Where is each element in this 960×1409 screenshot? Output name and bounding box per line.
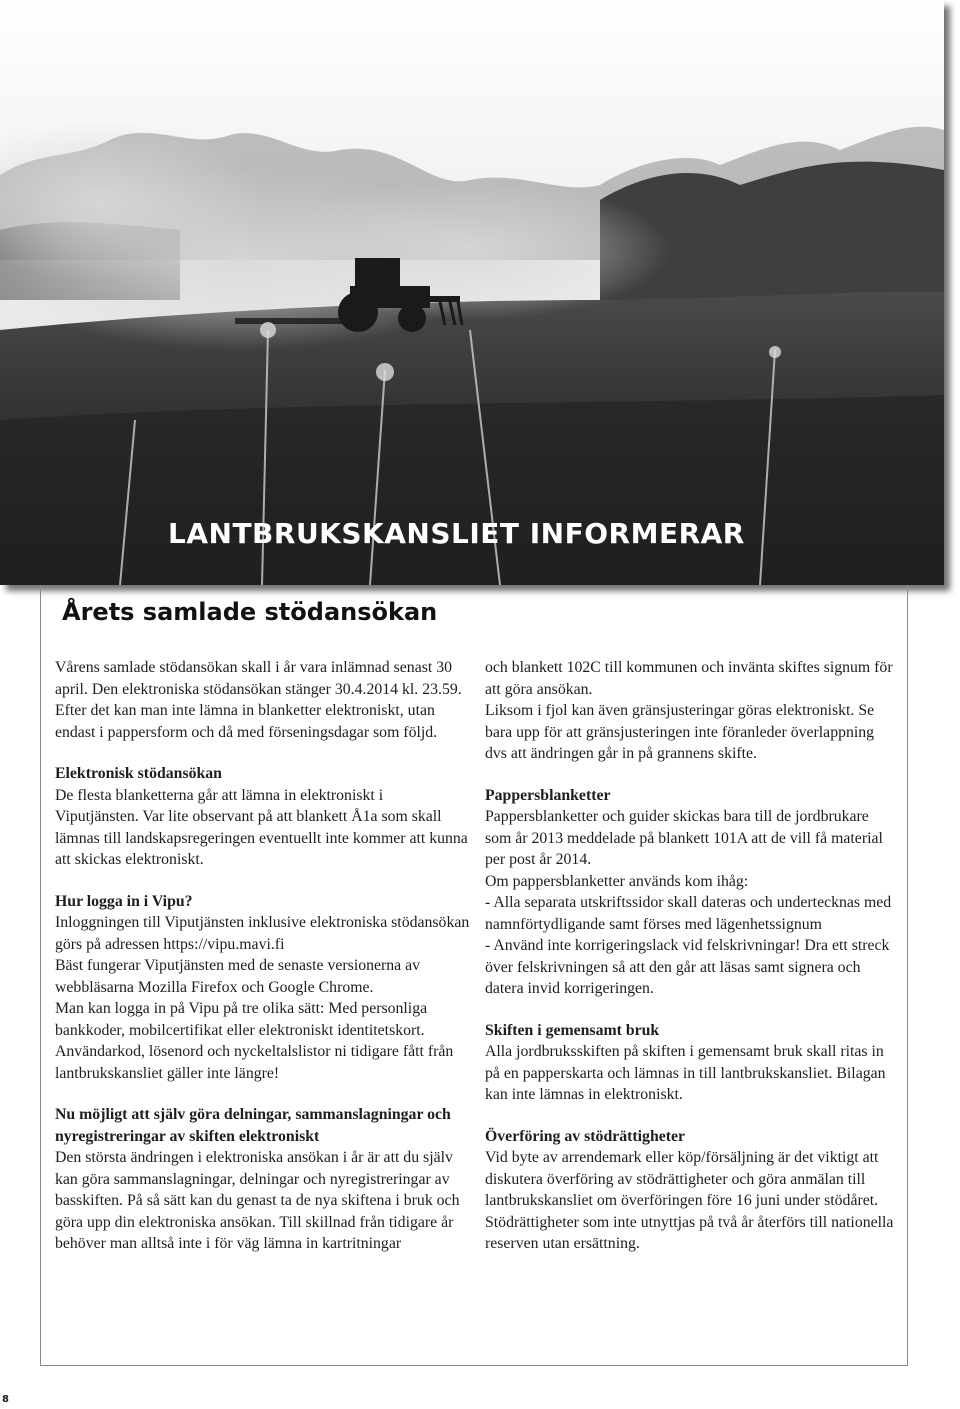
paragraph: - Alla separata utskriftssidor skall dateras och undertecknas med namnförtydligande samt förses med lägenhetssignum bbox=[485, 894, 892, 933]
header-photo bbox=[0, 0, 944, 585]
page-number: 8 bbox=[2, 1394, 9, 1405]
paragraph: Om pappersblanketter används kom ihåg: bbox=[485, 872, 749, 890]
paragraph: Bäst fungerar Viputjänsten med de senaste versionerna av webbläsarna Mozilla Firefox och Google Chrome. bbox=[55, 957, 421, 996]
paragraph: Vid byte av arrendemark eller köp/försäljning är det viktigt att diskutera överföring av stödrättigheter och göra anmälan till lantbrukskansliet om överföringen före 16 juni under stödåret. Stödrättigheter som inte utnyttjas på två år återförs till nationella reserven utan ersättning. bbox=[485, 1149, 894, 1252]
paragraph: Alla jordbruksskiften på skiften i gemensamt bruk skall ritas in på en papperskarta och lämnas in till lantbrukskansliet. Bilagan kan inte lämnas in elektroniskt. bbox=[485, 1043, 886, 1103]
section-heading: Pappersblanketter bbox=[485, 786, 611, 804]
right-column bbox=[485, 657, 897, 1255]
left-column bbox=[55, 657, 470, 1255]
paragraph: Man kan logga in på Vipu på tre olika sätt: Med personliga bankkoder, mobilcertifikat eller elektroniskt identitetskort. Användarkod, lösenord och nyckeltalslistor ni tidigare fått från lantbrukskansliet gäller inte längre! bbox=[55, 1000, 454, 1082]
banner-title: LANTBRUKSKANSLIET INFORMERAR bbox=[168, 517, 745, 550]
paragraph: och blankett 102C till kommunen och invänta skiftes signum för att göra ansökan. bbox=[485, 659, 893, 698]
paragraph: Inloggningen till Viputjänsten inklusive elektroniska stödansökan görs på adressen https://vipu.mavi.fi bbox=[55, 914, 470, 953]
section-heading: Elektronisk stödansökan bbox=[55, 765, 222, 782]
section-heading: Överföring av stödrättigheter bbox=[485, 1127, 686, 1145]
section-heading: Skiften i gemensamt bruk bbox=[485, 1021, 660, 1039]
article-title: Årets samlade stödansökan bbox=[62, 598, 438, 626]
paragraph: Pappersblanketter och guider skickas bara till de jordbrukare som år 2013 meddelade på blankett 101A att de vill få material per post år 2014. bbox=[485, 808, 883, 868]
paragraph: Liksom i fjol kan även gränsjusteringar göras elektroniskt. Se bara upp för att gränsjusteringen inte föranleder överlappning dvs att ändringen går in på grannens skifte. bbox=[485, 702, 875, 762]
paragraph: - Använd inte korrigeringslack vid felskrivningar! Dra ett streck över felskrivningen så att den går att läsas samt signera och datera invid korrigeringen. bbox=[485, 937, 890, 997]
paragraph: De flesta blanketterna går att lämna in elektroniskt i Viputjänsten. Var lite observant på att blankett Å1a som skall lämnas till landskapsregeringen eventuellt inte kommer att kunna att skickas elektroniskt. bbox=[55, 786, 468, 868]
section-heading: Hur logga in i Vipu? bbox=[55, 892, 193, 910]
paragraph: Vårens samlade stödansökan skall i år vara inlämnad senast 30 april. Den elektroniska stödansökan stänger 30.4.2014 kl. 23.59. Efter det kan man inte lämna in blanketter elektroniskt, utan endast i pappersform och då med förseningsdagar som följd. bbox=[55, 659, 462, 741]
tractor-field-photo bbox=[0, 0, 944, 585]
section-heading: Nu möjligt att själv göra delningar, sammanslagningar och nyregistreringar av skiften elektroniskt bbox=[55, 1106, 451, 1145]
paragraph: Den största ändringen i elektroniska ansökan i år är att du själv kan göra sammanslagningar, delningar och nyregistreringar av basskiften. På så sätt kan du genast ta de nya skiftena i bruk och göra upp din elektroniska ansökan. Till skillnad från tidigare år behöver man alltså inte i för väg lämna in kartritningar bbox=[55, 1149, 460, 1252]
